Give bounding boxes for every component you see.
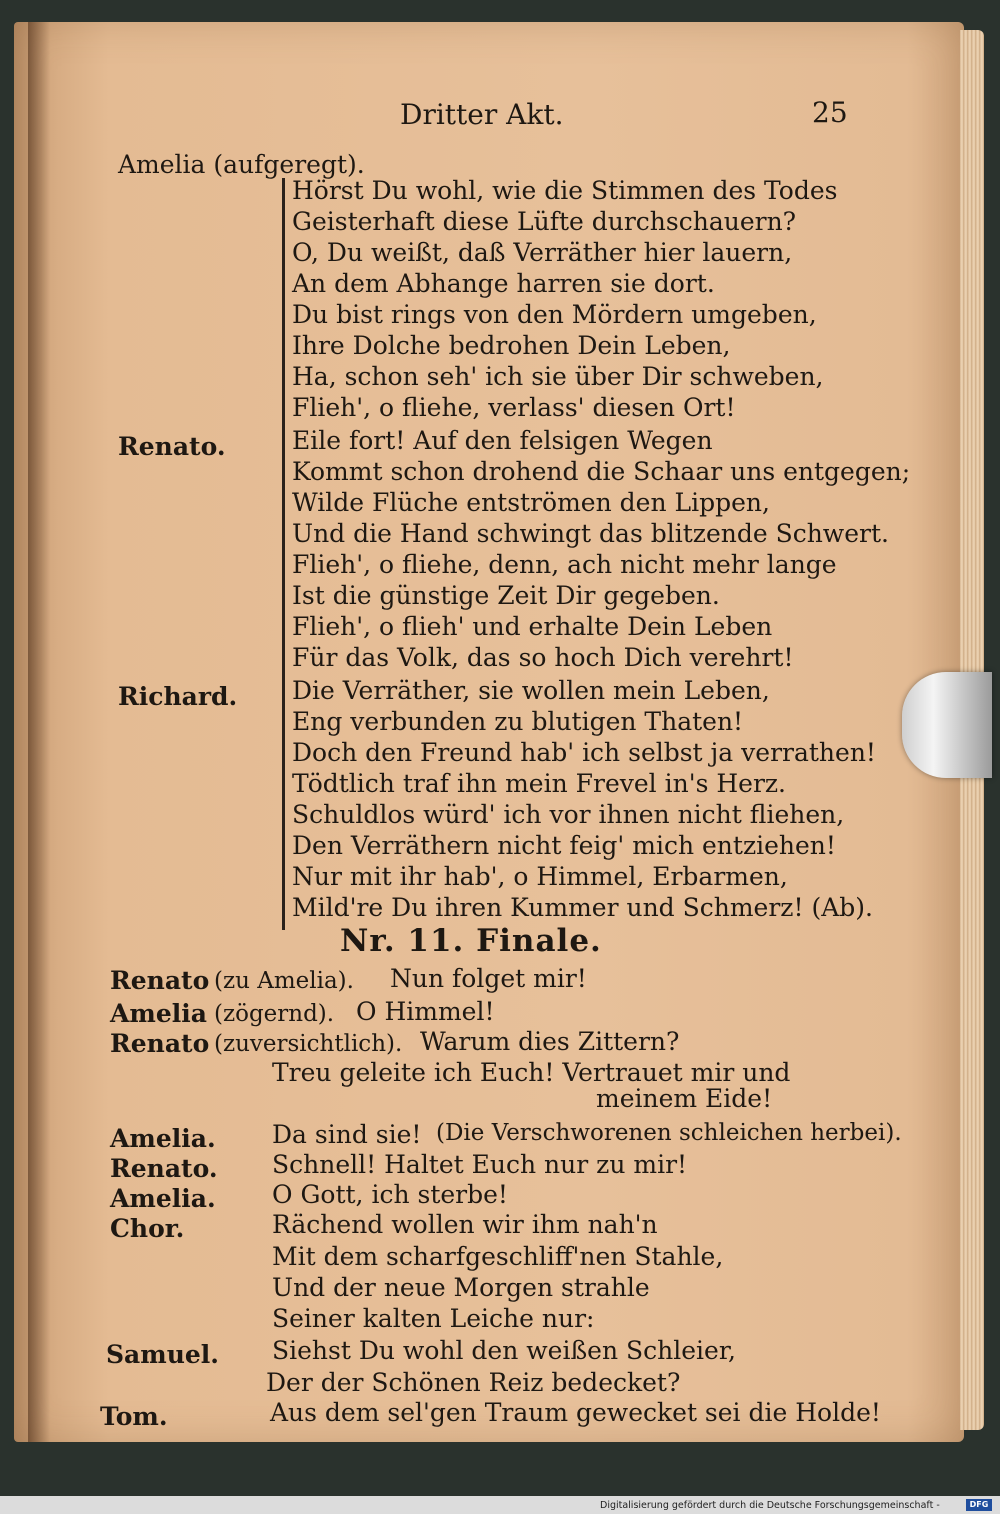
speaker-name: Renato: [110, 1029, 210, 1058]
verse-line: Eng verbunden zu blutigen Thaten!: [292, 707, 744, 736]
verse-line: Den Verräthern nicht feig' mich entziehen!: [292, 831, 836, 860]
speaker-name: Amelia: [110, 999, 207, 1028]
dialogue-line: Schnell! Haltet Euch nur zu mir!: [272, 1150, 688, 1179]
speaker-tom: Tom.: [100, 1402, 168, 1431]
spine-shadow: [28, 22, 50, 1442]
verse-line: Geisterhaft diese Lüfte durchschauern?: [292, 207, 797, 236]
speaker-chor: Chor.: [110, 1214, 185, 1243]
verse-line: Doch den Freund hab' ich selbst ja verrathen!: [292, 738, 876, 767]
verse-line: Seiner kalten Leiche nur:: [272, 1304, 595, 1333]
verse-line: Ihre Dolche bedrohen Dein Leben,: [292, 331, 731, 360]
dialogue-line: Warum dies Zittern?: [420, 1027, 680, 1056]
verse-line: Ha, schon seh' ich sie über Dir schweben,: [292, 362, 824, 391]
verse-line: Flieh', o flieh' und erhalte Dein Leben: [292, 612, 773, 641]
verse-line: Und der neue Morgen strahle: [272, 1273, 650, 1302]
verse-line: Eile fort! Auf den felsigen Wegen: [292, 426, 713, 455]
speaker-name: Renato.: [110, 1154, 218, 1183]
verse-line: Und die Hand schwingt das blitzende Schwert.: [292, 519, 889, 548]
richard-brace: [282, 678, 285, 930]
digitization-credit: Digitalisierung gefördert durch die Deutsche Forschungsgemeinschaft -: [600, 1500, 940, 1511]
verse-line: Tödtlich traf ihn mein Frevel in's Herz.: [292, 769, 787, 798]
section-title: Nr. 11. Finale.: [340, 923, 602, 959]
verse-line: Ist die günstige Zeit Dir gegeben.: [292, 581, 720, 610]
dialogue-line: O Himmel!: [356, 997, 495, 1026]
verse-line: An dem Abhange harren sie dort.: [292, 269, 715, 298]
verse-line: Mit dem scharfgeschliff'nen Stahle,: [272, 1242, 724, 1271]
verse-line: Nur mit ihr hab', o Himmel, Erbarmen,: [292, 862, 788, 891]
speaker-name: Amelia.: [110, 1124, 216, 1153]
renato-brace: [282, 428, 285, 680]
stage-direction: (zu Amelia).: [214, 968, 354, 994]
speaker-name: Amelia.: [110, 1184, 216, 1213]
verse-line: Hörst Du wohl, wie die Stimmen des Todes: [292, 176, 838, 205]
verse-line: Mild're Du ihren Kummer und Schmerz! (Ab).: [292, 893, 873, 922]
dialogue-line: Da sind sie!: [272, 1120, 422, 1149]
verse-line: O, Du weißt, daß Verräther hier lauern,: [292, 238, 793, 267]
book-clip: [902, 672, 992, 778]
dialogue-line: Nun folget mir!: [390, 964, 587, 993]
verse-line: Der der Schönen Reiz bedecket?: [266, 1368, 681, 1397]
dialogue-line: O Gott, ich sterbe!: [272, 1180, 508, 1209]
verse-line: Für das Volk, das so hoch Dich verehrt!: [292, 643, 794, 672]
verse-line: Wilde Flüche entströmen den Lippen,: [292, 488, 770, 517]
stage-direction: (zuversichtlich).: [214, 1031, 403, 1057]
speaker-cue-amelia: Amelia (aufgeregt).: [118, 150, 365, 179]
stage-direction: (zögernd).: [214, 1001, 335, 1027]
verse-line: Rächend wollen wir ihm nah'n: [272, 1210, 658, 1239]
verse-line: Kommt schon drohend die Schaar uns entgegen;: [292, 457, 911, 486]
speaker-richard: Richard.: [118, 682, 238, 711]
stage-direction: (Die Verschworenen schleichen herbei).: [436, 1120, 902, 1146]
amelia-brace: [282, 178, 285, 430]
verse-line: Schuldlos würd' ich vor ihnen nicht fliehen,: [292, 800, 845, 829]
verse-line: Flieh', o fliehe, verlass' diesen Ort!: [292, 393, 736, 422]
running-title: Dritter Akt.: [400, 98, 564, 131]
verse-line: Die Verräther, sie wollen mein Leben,: [292, 676, 770, 705]
speaker-samuel: Samuel.: [106, 1340, 219, 1369]
dialogue-line: meinem Eide!: [596, 1084, 773, 1113]
speaker-name: Renato: [110, 966, 210, 995]
dialogue-line: Treu geleite ich Euch! Vertrauet mir und: [272, 1058, 791, 1087]
speaker-renato: Renato.: [118, 432, 226, 461]
verse-line: Siehst Du wohl den weißen Schleier,: [272, 1336, 736, 1365]
page-number: 25: [812, 96, 848, 129]
verse-line: Aus dem sel'gen Traum gewecket sei die Holde!: [270, 1398, 881, 1427]
verse-line: Flieh', o fliehe, denn, ach nicht mehr lange: [292, 550, 837, 579]
dfg-logo: DFG: [966, 1499, 992, 1511]
verse-line: Du bist rings von den Mördern umgeben,: [292, 300, 817, 329]
